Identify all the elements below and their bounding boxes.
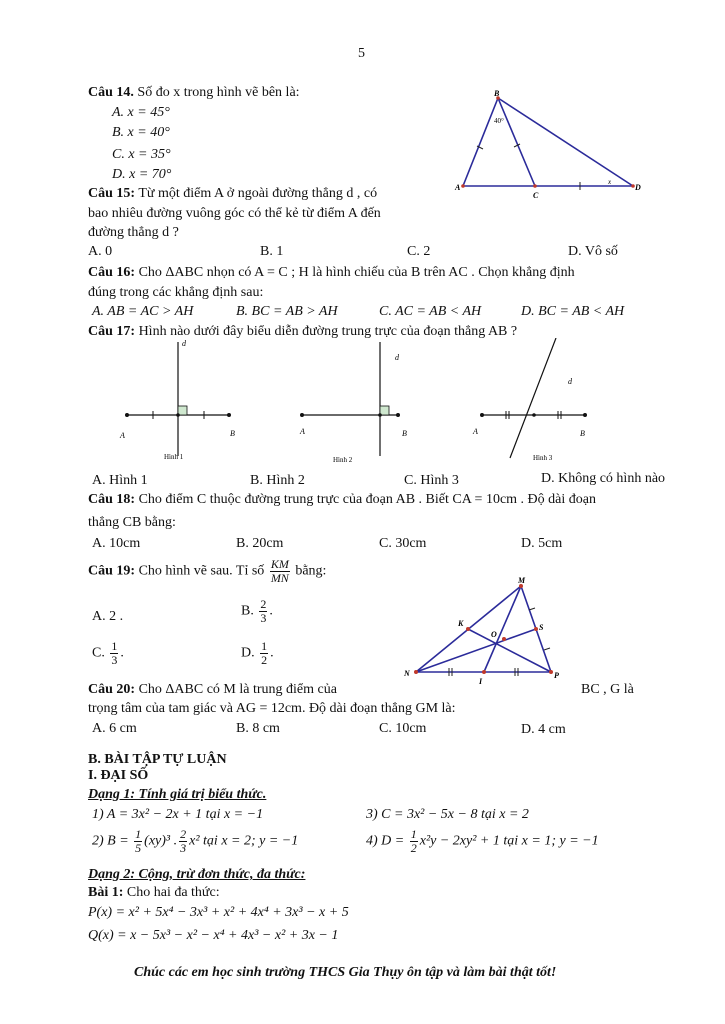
exercise-3: 3) C = 3x² − 5x − 8 tại x = 2 — [366, 807, 529, 822]
q19-option-b: B. $\frac{2}{3}$ . — [241, 597, 273, 625]
exercise-4: 4) D = $\frac{1}{2}$ x²y − 2xy² + 1 tại x = 1; y = −1 — [366, 827, 599, 855]
q20-option-c: C. 10cm — [379, 721, 427, 736]
svg-text:d: d — [182, 339, 186, 348]
svg-text:B: B — [580, 429, 585, 438]
q14-side-bd — [498, 98, 633, 186]
part-b-title: B. BÀI TẬP TỰ LUẬN — [88, 752, 227, 767]
q15-label: Câu 15: — [88, 186, 136, 201]
q18-option-d: D. 5cm — [521, 536, 563, 551]
svg-text:S: S — [539, 623, 544, 632]
q14-x-label: x — [608, 178, 612, 186]
q15-option-a: A. 0 — [88, 244, 113, 259]
q17-option-a: A. Hình 1 — [92, 473, 148, 488]
q17-option-b: B. Hình 2 — [250, 473, 305, 488]
q17-option-d: D. Không có hình nào — [541, 471, 666, 486]
q18-line1: Câu 18: Cho điểm C thuộc đường trung trực của đoạn AB . Biết CA = 10cm . Độ dài đoạn — [88, 492, 596, 507]
q16-option-d: D. BC = AB < AH — [521, 304, 625, 319]
q19-question: Câu 19: Cho hình vẽ sau. Tỉ số $\frac{KM}{MN}$ bằng: — [88, 557, 327, 585]
svg-text:d: d — [395, 353, 399, 362]
svg-text:A: A — [120, 431, 125, 440]
svg-text:P: P — [554, 671, 559, 680]
q14-label-a: A — [455, 183, 461, 192]
dang-2-heading: Dạng 2: Cộng, trừ đơn thức, đa thức: — [88, 867, 306, 882]
svg-text:I: I — [479, 677, 483, 686]
svg-text:d: d — [568, 377, 572, 386]
q20-option-b: B. 8 cm — [236, 721, 280, 736]
footer-message: Chúc các em học sinh trường THCS Gia Thụy ôn tập và làm bài thật tốt! — [134, 965, 557, 980]
q20-label: Câu 20: — [88, 682, 136, 697]
q14-option-c: C. x = 35° — [112, 147, 171, 162]
q19-option-a: A. 2 . — [92, 609, 124, 624]
q19-ratio: $\frac{KM}{MN}$ — [270, 557, 289, 585]
q17-figure-1 — [119, 339, 235, 461]
q14-triangle-figure — [450, 88, 650, 200]
exercise-2: 2) B = $\frac{1}{5}$ (xy)³ . $\frac{2}{3}$ x² tại x = 2; y = −1 — [92, 827, 299, 855]
svg-text:M: M — [518, 576, 526, 585]
svg-text:B: B — [402, 429, 407, 438]
svg-text:A: A — [473, 427, 478, 436]
q16-option-b: B. BC = AB > AH — [236, 304, 338, 319]
q17-figure-3 — [472, 338, 587, 462]
q15-line3: đường thẳng d ? — [88, 225, 179, 240]
bai-1: Bài 1: Cho hai đa thức: — [88, 885, 220, 900]
q18-option-a: A. 10cm — [92, 536, 141, 551]
q15-line1: Câu 15: Từ một điểm A ở ngoài đường thẳng d , có — [88, 186, 378, 201]
polynomial-p: P(x) = x² + 5x⁴ − 3x³ + x² + 4x⁴ + 3x³ − x + 5 — [88, 905, 349, 920]
q17-option-c: C. Hình 3 — [404, 473, 459, 488]
svg-text:K: K — [458, 619, 464, 628]
svg-text:B: B — [230, 429, 235, 438]
q14-angle-label: 40° — [494, 117, 504, 125]
svg-text:Hình 2: Hình 2 — [333, 456, 353, 464]
q16-line1: Câu 16: Cho ΔABC nhọn có A = C ; H là hình chiếu của B trên AC . Chọn khẳng định — [88, 265, 575, 280]
q16-option-a: A. AB = AC > AH — [92, 304, 194, 319]
q14-label-c: C — [533, 191, 539, 200]
q14-option-b: B. x = 40° — [112, 125, 170, 140]
q20-option-d: D. 4 cm — [521, 722, 566, 737]
q18-option-b: B. 20cm — [236, 536, 284, 551]
svg-text:O: O — [491, 630, 497, 639]
q19-triangle-figure — [396, 572, 576, 688]
polynomial-q: Q(x) = x − 5x³ − x² − x⁴ + 4x³ − x² + 3x − 1 — [88, 928, 339, 943]
q15-option-b: B. 1 — [260, 244, 284, 259]
q14-text: Số đo x trong hình vẽ bên là: — [137, 85, 300, 100]
q18-line2: thẳng CB bằng: — [88, 515, 176, 530]
svg-text:A: A — [300, 427, 305, 436]
q15-option-c: C. 2 — [407, 244, 431, 259]
q17-figures — [110, 338, 600, 466]
q20-line2: trọng tâm của tam giác và AG = 12cm. Độ dài đoạn thẳng GM là: — [88, 701, 456, 716]
q14-side-bc — [498, 98, 535, 186]
q18-option-c: C. 30cm — [379, 536, 427, 551]
q15-line2: bao nhiêu đường vuông góc có thể kẻ từ điểm A đến — [88, 206, 381, 221]
section-dai-so: I. ĐẠI SỐ — [88, 768, 149, 783]
svg-text:Hình 1: Hình 1 — [164, 453, 184, 461]
q15-option-d: D. Vô số — [568, 244, 618, 259]
q17-question: Câu 17: Hình nào dưới đây biểu diễn đường trung trực của đoạn thẳng AB ? — [88, 324, 518, 339]
q14-question — [88, 84, 300, 102]
svg-text:Hình 3: Hình 3 — [533, 454, 553, 462]
q14-side-ba — [463, 98, 498, 186]
q14-option-a: A. x = 45° — [112, 105, 170, 120]
q17-figure-2 — [299, 342, 407, 464]
dang-1-heading: Dạng 1: Tính giá trị biểu thức. — [88, 787, 267, 802]
svg-text:N: N — [404, 669, 410, 678]
page-number: 5 — [358, 46, 365, 61]
q20-line1-end: BC , G là — [581, 682, 634, 697]
q19-label: Câu 19: — [88, 563, 136, 579]
q19-option-c: C. $\frac{1}{3}$ . — [92, 639, 124, 667]
exercise-1: 1) A = 3x² − 2x + 1 tại x = −1 — [92, 807, 264, 822]
q16-label: Câu 16: — [88, 265, 136, 280]
q14-label-d: D — [635, 183, 641, 192]
q20-line1: Câu 20: Cho ΔABC có M là trung điểm của — [88, 682, 337, 697]
q19-option-d: D. $\frac{1}{2}$ . — [241, 639, 274, 667]
q16-option-c: C. AC = AB < AH — [379, 304, 482, 319]
q20-option-a: A. 6 cm — [92, 721, 137, 736]
q14-label: Câu 14. — [88, 85, 134, 100]
q18-label: Câu 18: — [88, 492, 136, 507]
q16-line2: đúng trong các khẳng định sau: — [88, 285, 264, 300]
q14-label-b: B — [494, 89, 500, 98]
q14-option-d: D. x = 70° — [112, 167, 172, 182]
q17-label: Câu 17: — [88, 324, 136, 339]
